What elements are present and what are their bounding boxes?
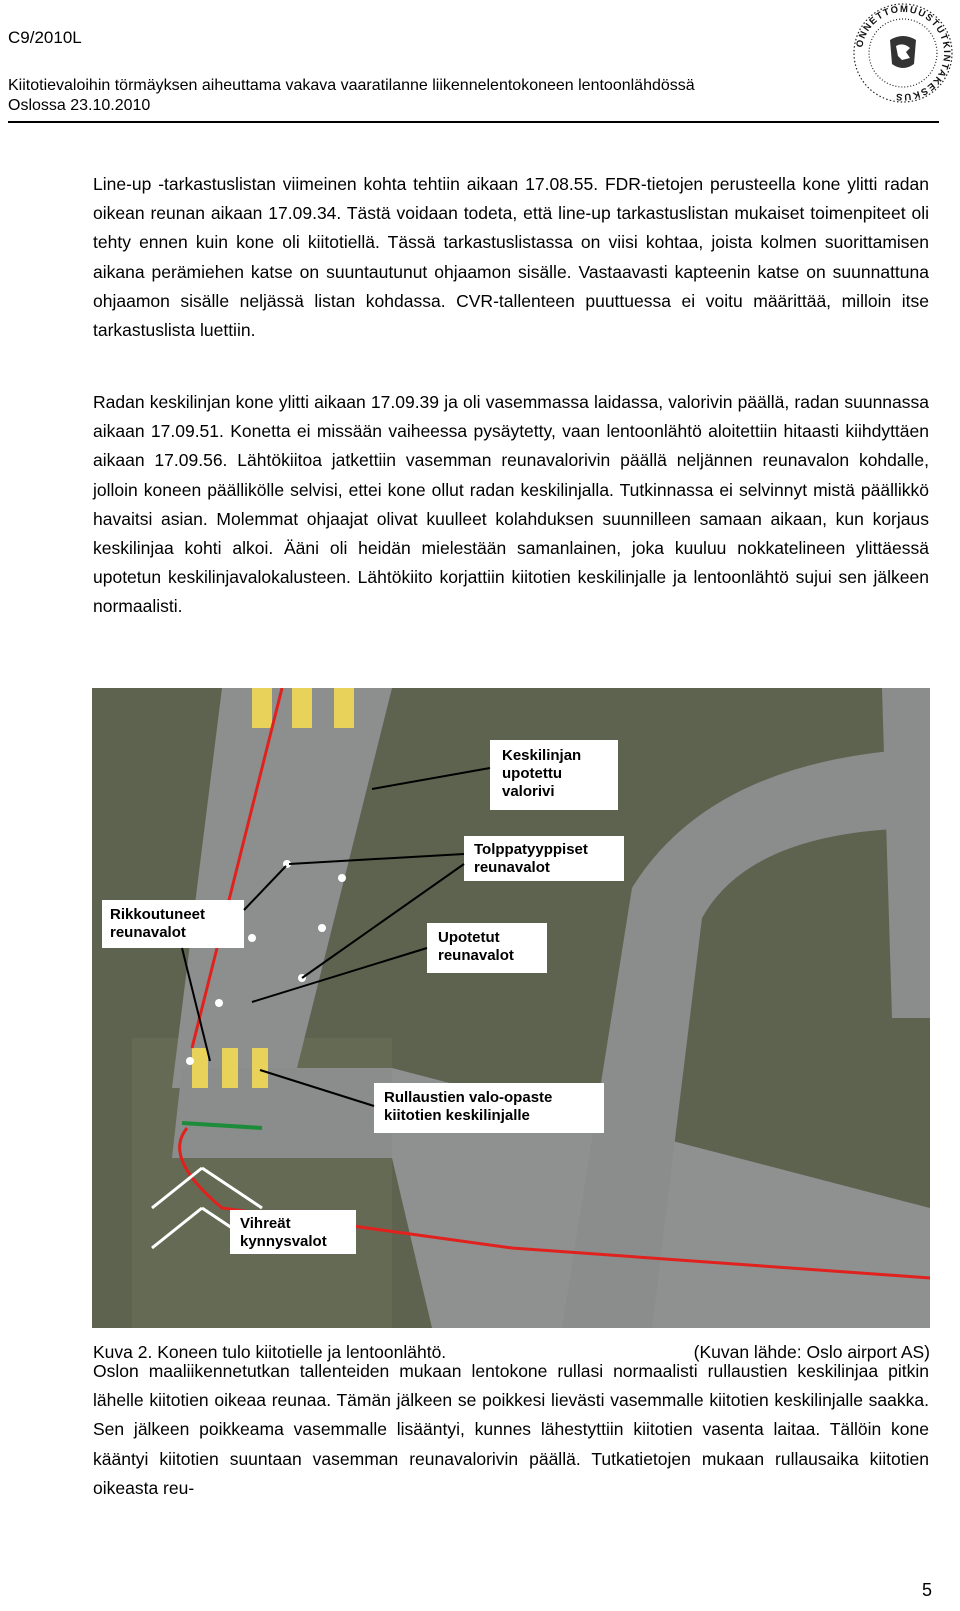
svg-text:reunavalot: reunavalot — [474, 859, 550, 876]
svg-text:Rullaustien valo-opaste: Rullaustien valo-opaste — [384, 1089, 553, 1106]
svg-text:Tolppatyyppiset: Tolppatyyppiset — [474, 841, 588, 858]
subtitle-line-1: Kiitotievaloihin törmäyksen aiheuttama vakava vaaratilanne liikennelentokoneen lentoonlähdössä — [8, 77, 695, 94]
agency-seal-logo — [852, 2, 954, 104]
document-subtitle — [8, 76, 695, 116]
paragraph-radar-records: Oslon maaliikennetutkan tallenteiden mukaan lentokone rullasi normaalisti rullaustien keskilinjaa pitkin lähelle kiitotien oikeaa reunaa. Tämän jälkeen se poikkesi lievästi vasemmalle kiitotien keskilinjalle saakka. Sen jälkeen poikkeama vasemmalle lisääntyi, kunnes lähestyttiin kiitotien vasenta laitaa. Tällöin kone kääntyi kiitotien suuntaan vasemman reunavalorivin päällä. Tutkatietojen mukaan rullausaika kiitotien oikeasta reu- — [93, 1361, 929, 1498]
svg-text:kynnysvalot: kynnysvalot — [240, 1233, 327, 1250]
paragraph-lineup-checklist: Line-up -tarkastuslistan viimeinen kohta tehtiin aikaan 17.08.55. FDR-tietojen perusteella kone ylitti radan oikean reunan aikaan 17.09.34. Tästä voidaan todeta, että line-up tarkastuslistan mukaiset toimenpiteet oli tehty ennen kuin kone oli kiitotiellä. Tässä tarkastuslistassa on viisi kohtaa, joista kolmen suorittamisen aikana perämiehen katse on suuntautunut ohjaamon sisälle. Vastaavasti kapteenin katse on suunnattuna ohjaamon sisälle neljässä listan kohdassa. CVR-tallenteen puuttuessa ei voitu määrittää, milloin itse tarkastuslista luettiin. — [93, 174, 929, 341]
subtitle-line-2: Oslossa 23.10.2010 — [8, 97, 151, 114]
page-number: 5 — [921, 1580, 932, 1600]
svg-text:ONNETTOMUUSTUTKINTAKESKUS: ONNETTOMUUSTUTKINTAKESKUS — [854, 3, 953, 103]
svg-text:Upotetut: Upotetut — [438, 929, 500, 946]
svg-text:upotettu: upotettu — [502, 765, 562, 782]
figure-caption: Kuva 2. Koneen tulo kiitotielle ja lentoonlähtö. — [93, 1342, 447, 1362]
figure-source: (Kuvan lähde: Oslo airport AS) — [693, 1342, 930, 1362]
document-code: C9/2010L — [8, 28, 82, 47]
header-divider — [8, 121, 939, 123]
svg-text:Keskilinjan: Keskilinjan — [502, 747, 582, 764]
svg-text:reunavalot: reunavalot — [110, 924, 186, 941]
svg-text:Rikkoutuneet: Rikkoutuneet — [110, 906, 206, 923]
svg-text:Vihreät: Vihreät — [240, 1215, 291, 1232]
svg-text:reunavalot: reunavalot — [438, 947, 514, 964]
svg-text:valorivi: valorivi — [502, 783, 555, 800]
paragraph-runway-crossing: Radan keskilinjan kone ylitti aikaan 17.09.39 ja oli vasemmassa laidassa, valorivin päällä, radan suunnassa aikaan 17.09.51. Konetta ei missään vaiheessa pysäytetty, vaan lentoonlähtö aloitettiin hitaasti kiihdyttäen aikaan 17.09.56. Lähtökiitoa jatkettiin vasemman reunavalorivin päällä neljännen reunavalon kohdalle, jolloin koneen päällikölle selvisi, ettei kone ollut radan keskilinjalla. Tutkinnassa ei selvinnyt mistä päällikkö havaitsi asian. Molemmat ohjaajat olivat kuulleet kolahduksen suunnilleen samaan aikaan, kun korjaus keskilinjaa kohti alkoi. Ääni oli heidän mielestään samanlainen, joka kuuluu nokkatelineen ylittäessä upotetun keskilinjavalokalusteen. Lähtökiito korjattiin kiitotien keskilinjalle ja lentoonlähtö sujui sen jälkeen normaalisti. — [93, 392, 929, 617]
callout-vihreat — [230, 1210, 356, 1254]
svg-text:kiitotien keskilinjalle: kiitotien keskilinjalle — [384, 1107, 530, 1124]
runway-aerial-photo — [92, 688, 930, 1328]
